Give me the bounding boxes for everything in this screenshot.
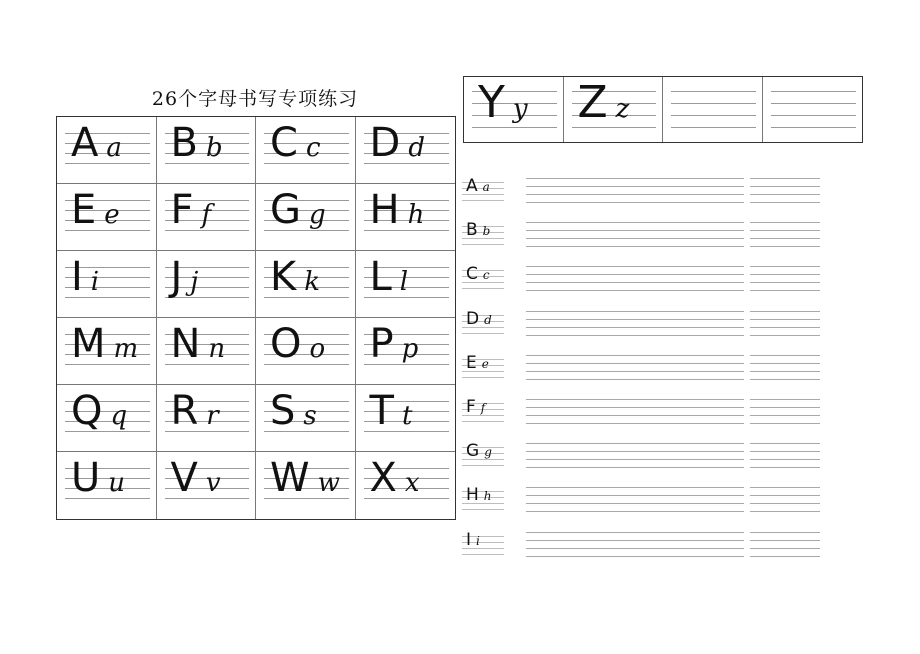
practice-lines [670,532,744,556]
practice-lines [750,222,820,246]
practice-lines [526,311,600,335]
practice-lines [750,355,820,379]
uppercase-letter: O [270,321,302,367]
practice-lines [526,355,600,379]
uppercase-letter: Q [71,388,103,434]
letter-pair [369,254,409,300]
lowercase-letter: s [303,401,317,431]
practice-row [462,441,822,475]
practice-lines [670,443,744,467]
uppercase-letter: F [170,187,194,233]
practice-lines [750,487,820,511]
practice-lines [598,532,672,556]
letter-pair [777,83,785,124]
page-title: 26个字母书写专项练习 [151,88,359,110]
letter-pair [369,187,425,233]
practice-lines [598,266,672,290]
letter-cell [157,318,257,385]
letter-cell [763,77,863,142]
letter-cell [256,452,356,519]
practice-row [462,397,822,431]
letter-pair [71,388,128,434]
practice-lines [598,311,672,335]
letter-grid-yz [463,76,863,143]
practice-row [462,220,822,254]
uppercase-letter: X [369,455,397,501]
uppercase-letter: S [270,388,296,434]
letter-cell [356,318,456,385]
lowercase-letter: a [482,180,490,194]
letter-cell [356,184,456,251]
letter-pair [270,187,326,233]
lowercase-letter: v [205,468,221,498]
uppercase-letter: B [170,120,198,166]
practice-lines [598,399,672,423]
uppercase-letter: I [466,529,472,550]
lowercase-letter: l [399,267,409,297]
uppercase-letter: A [466,176,478,196]
lowercase-letter: f [480,401,486,415]
letter-pair [170,455,221,501]
letter-cell [157,184,257,251]
uppercase-letter: G [270,187,301,233]
letter-pair [71,120,122,166]
lowercase-letter: m [113,334,139,364]
lowercase-letter: k [304,267,320,297]
practice-row [462,309,822,343]
practice-lines [750,266,820,290]
letter-cell [356,117,456,184]
letter-cell [256,117,356,184]
letter-cell [57,385,157,452]
letter-cell [663,77,763,142]
uppercase-letter: U [71,455,101,501]
practice-lines [670,222,744,246]
uppercase-letter: L [369,254,392,300]
lowercase-letter: b [482,224,491,239]
uppercase-letter: F [466,397,476,417]
lowercase-letter: h [483,489,492,504]
letter-pair [369,321,419,367]
practice-row [462,353,822,387]
letter-cell [57,318,157,385]
lowercase-letter: i [90,267,100,297]
lowercase-letter: t [401,401,413,431]
practice-lines [670,266,744,290]
practice-row-label [462,530,504,564]
letter-pair [71,321,139,367]
letter-grid [56,116,456,520]
lowercase-letter: f [201,200,212,230]
practice-lines [750,178,820,202]
practice-lines [598,487,672,511]
uppercase-letter: C [466,264,478,285]
practice-lines [526,532,600,556]
lowercase-letter: h [407,200,425,230]
lowercase-letter: g [484,445,492,460]
letter-pair [270,388,317,434]
uppercase-letter: P [369,321,394,367]
letter-cell [356,251,456,318]
practice-lines [526,487,600,511]
uppercase-letter: A [71,120,99,166]
practice-row [462,176,822,210]
lowercase-letter: z [615,94,630,124]
letter-cell [256,385,356,452]
uppercase-letter: G [466,441,480,462]
practice-lines [750,399,820,423]
uppercase-letter: I [71,254,83,300]
practice-row [462,485,822,519]
lowercase-letter: y [512,94,528,124]
lowercase-letter: c [305,133,321,163]
practice-lines [670,178,744,202]
lowercase-letter: x [404,468,420,498]
uppercase-letter: H [369,187,400,233]
uppercase-letter: Y [478,77,505,128]
letter-cell [564,77,664,142]
letter-pair [270,254,320,300]
letter-cell [57,184,157,251]
practice-lines [750,311,820,335]
uppercase-letter: J [170,254,183,300]
practice-row-label [462,441,504,475]
practice-row-label [462,176,504,210]
letter-cell [464,77,564,142]
practice-lines [670,311,744,335]
uppercase-letter: M [71,321,106,367]
letter-pair [170,254,199,300]
practice-row [462,264,822,298]
practice-lines [598,443,672,467]
lowercase-letter: r [206,401,219,431]
letter-pair [369,455,420,501]
lowercase-letter: a [106,133,122,163]
letter-pair [71,187,120,233]
lowercase-letter: g [309,200,326,230]
lowercase-letter: p [401,334,419,364]
practice-row-label [462,485,504,519]
uppercase-letter: E [466,352,477,373]
practice-lines [526,178,600,202]
uppercase-letter: C [270,120,298,166]
practice-lines [750,443,820,467]
letter-cell [256,184,356,251]
letter-pair [270,120,321,166]
letter-cell [157,385,257,452]
lowercase-letter: u [108,468,126,498]
uppercase-letter: H [466,485,479,506]
letter-pair [170,321,226,367]
letter-pair [369,120,425,166]
letter-cell [57,452,157,519]
letter-pair [270,321,326,367]
lowercase-letter: c [482,268,490,283]
practice-lines [526,266,600,290]
lowercase-letter: d [484,312,492,327]
practice-lines [598,355,672,379]
practice-lines [750,532,820,556]
letter-cell [256,318,356,385]
letter-cell [157,251,257,318]
uppercase-letter: Z [577,77,608,128]
practice-lines [526,443,600,467]
uppercase-letter: K [270,254,297,300]
uppercase-letter: T [369,388,394,434]
uppercase-letter: E [71,187,97,233]
practice-lines [598,222,672,246]
lowercase-letter: e [481,356,489,371]
practice-lines [526,222,600,246]
uppercase-letter: N [170,321,201,367]
practice-row [462,530,822,564]
letter-pair [71,455,126,501]
letter-cell [157,452,257,519]
lowercase-letter: q [110,401,128,431]
practice-row-label [462,309,504,343]
lowercase-letter: i [476,533,480,548]
letter-pair [369,388,413,434]
letter-pair [71,254,100,300]
letter-pair [170,388,219,434]
practice-row-label [462,353,504,387]
lowercase-letter: o [309,334,326,364]
lowercase-letter: d [408,133,425,163]
lowercase-letter: n [208,334,226,364]
practice-lines [670,355,744,379]
practice-row-label [462,397,504,431]
letter-pair [577,77,630,128]
uppercase-letter: D [369,120,401,166]
letter-pair [270,455,340,501]
practice-lines [670,487,744,511]
letter-cell [356,385,456,452]
lowercase-letter: j [190,267,199,297]
letter-pair [677,83,685,124]
uppercase-letter: D [466,308,480,329]
uppercase-letter: W [270,455,310,501]
practice-row-label [462,264,504,298]
uppercase-letter: V [170,455,198,501]
practice-lines [670,399,744,423]
lowercase-letter: b [205,133,223,163]
letter-cell [57,117,157,184]
uppercase-letter: R [170,388,199,434]
letter-cell [57,251,157,318]
letter-cell [256,251,356,318]
uppercase-letter: B [466,220,478,241]
letter-pair [170,187,212,233]
letter-cell [157,117,257,184]
letter-cell [356,452,456,519]
practice-row-label [462,220,504,254]
lowercase-letter: w [317,468,340,498]
practice-lines [598,178,672,202]
lowercase-letter: e [104,200,120,230]
letter-pair [170,120,223,166]
letter-pair [478,77,528,128]
practice-lines [526,399,600,423]
